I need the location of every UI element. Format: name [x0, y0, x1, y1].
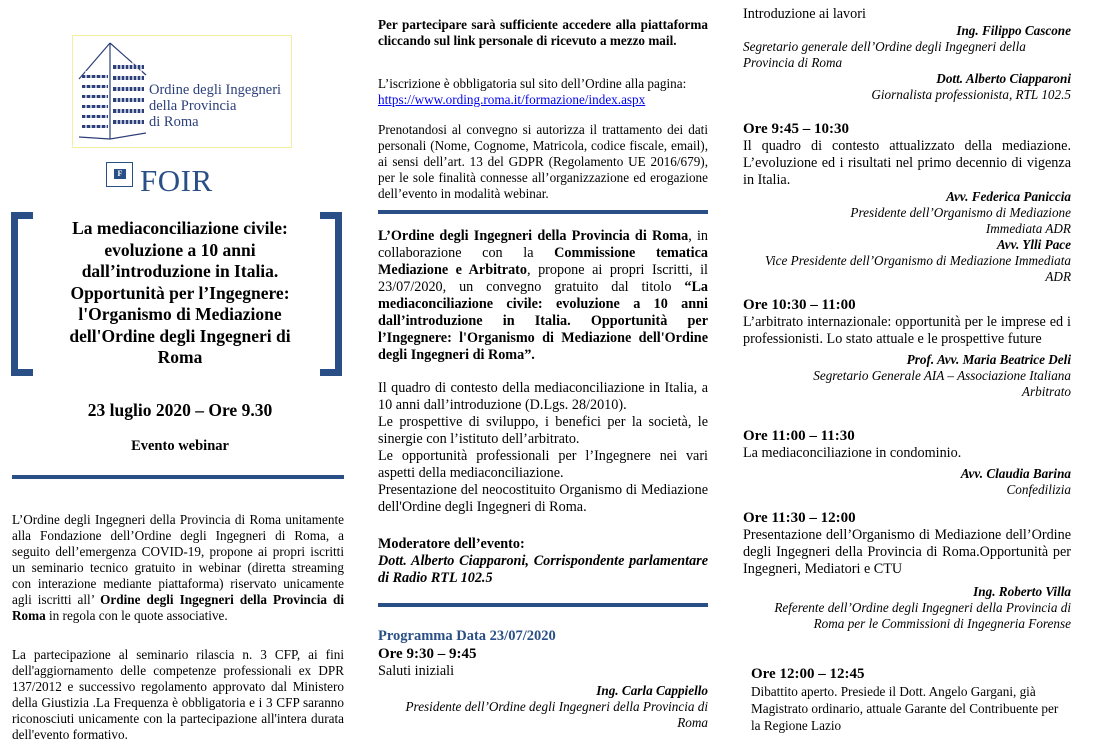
- ordine-ingegneri-logo: [72, 35, 292, 148]
- building-logo-icon: [78, 41, 148, 141]
- slot-description: La mediaconciliazione in condominio.: [743, 445, 962, 461]
- slot-description: Il quadro di contesto attualizzato della mediazione. L’evoluzione ed i risultati nel primo decennio di vigenza in Italia.: [743, 138, 1071, 188]
- announce-title: “La mediaconciliazione civile: evoluzione a 10 anni dall’introduzione in Italia. Opportunità per l’Ingegnere: l'Organismo di Mediazione dell'Ordine degli Ingegneri di Roma”.: [378, 279, 708, 363]
- topic-item: Le opportunità professionali per l’Ingegnere nei vari aspetti della mediaconciliazione.: [378, 448, 708, 481]
- title-line: Opportunità per l’Ingegnere:: [70, 282, 290, 303]
- speaker-name: Ing. Roberto Villa: [973, 584, 1071, 599]
- registration-link[interactable]: https://www.ording.roma.it/formazione/index.aspx: [378, 92, 646, 107]
- speaker-name: Avv. Claudia Barina: [960, 466, 1071, 481]
- slot-description: Presentazione dell’Organismo di Mediazione dell’Ordine degli Ingegneri della Provincia di Roma.Opportunità per Ingegneri, Mediatori e CTU: [743, 527, 1071, 577]
- moderator-block: [378, 536, 708, 587]
- title-line: dell'Ordine degli Ingegneri di: [69, 325, 291, 346]
- speaker-name: Prof. Avv. Maria Beatrice Deli: [906, 352, 1071, 367]
- divider: [378, 210, 708, 214]
- foir-wordmark: FOIR: [140, 163, 213, 198]
- topics-list: [378, 380, 708, 516]
- slot-time: Ore 12:00 – 12:45: [751, 666, 865, 682]
- intro-section: [743, 6, 1071, 103]
- topic-item: Il quadro di contesto della mediaconciliazione in Italia, a 10 anni dall’introduzione (D.Lgs. 28/2010).: [378, 380, 708, 413]
- intro-text: L’Ordine degli Ingegneri della Provincia di Roma unitamente alla Fondazione dell’Ordine degli Ingegneri di Roma, a seguito dell’emergenza COVID-19, propone ai propri iscritti un seminario tecnico gratuito in webinar (diretta streaming con interazione mediante piattaforma) riservato unicamente agli iscritti all’: [12, 512, 344, 607]
- announce-commission: Commissione tematica Mediazione e Arbitrato: [378, 245, 708, 278]
- slot-time: Ore 11:00 – 11:30: [743, 428, 855, 444]
- slot-description: L’arbitrato internazionale: opportunità per le imprese ed i professionisti. Lo stato attuale e le prospettive future: [743, 314, 1071, 347]
- announce-org: L’Ordine degli Ingegneri della Provincia di Roma: [378, 228, 689, 244]
- title-line: La mediaconciliazione civile:: [72, 218, 288, 238]
- title-line: evoluzione a 10 anni: [104, 239, 256, 260]
- speaker-role: Vice Presidente dell’Organismo di Mediazione Immediata ADR: [764, 253, 1071, 284]
- moderator-label: Moderatore dell’evento:: [378, 536, 525, 552]
- title-line: Roma: [157, 347, 203, 367]
- event-date: 23 luglio 2020 – Ore 9.30: [87, 400, 273, 420]
- moderator-name: Dott. Alberto Ciapparoni, Corrispondente parlamentare di Radio RTL 102.5: [378, 553, 708, 586]
- title-line: dall’introduzione in Italia.: [81, 261, 279, 281]
- program-slot: [743, 427, 1071, 498]
- program-title: Programma Data 23/07/2020: [378, 628, 556, 644]
- intro-paragraph: [12, 512, 344, 624]
- registration-block: [378, 76, 708, 108]
- slot-time: Ore 9:30 – 9:45: [378, 646, 477, 662]
- announcement-paragraph: [378, 228, 708, 364]
- program-block: [378, 628, 708, 731]
- announce-text: , in collaborazione con la: [378, 228, 708, 261]
- topic-item: Presentazione del neocostituito Organismo di Mediazione dell'Ordine degli Ingegneri di Roma.: [378, 482, 708, 515]
- topic-item: Le prospettive di sviluppo, i benefici per la società, le sinergie con l’istituto dell’arbitrato.: [378, 414, 708, 447]
- slot-description: Introduzione ai lavori: [743, 6, 866, 22]
- speaker-name: Dott. Alberto Ciapparoni: [936, 71, 1071, 86]
- logo-line: della Provincia: [149, 98, 237, 114]
- speaker-role: Presidente dell’Ordine degli Ingegneri della Provincia di Roma: [405, 699, 708, 730]
- logo-line: Ordine degli Ingegneri: [149, 82, 282, 98]
- speaker-name: Avv. Federica Paniccia: [946, 189, 1071, 204]
- speaker-role: Presidente dell’Organismo di Mediazione Immediata ADR: [850, 205, 1071, 236]
- event-title: [40, 218, 320, 369]
- speaker-role: Giornalista professionista, RTL 102.5: [871, 87, 1071, 102]
- event-type: Evento webinar: [131, 438, 229, 454]
- speaker-name: Ing. Carla Cappiello: [596, 683, 708, 698]
- divider: [378, 603, 708, 607]
- speaker-name: Avv. Ylli Pace: [996, 237, 1071, 252]
- speaker-role: Segretario Generale AIA – Associazione Italiana Arbitrato: [813, 368, 1071, 399]
- logo-line: di Roma: [149, 114, 199, 130]
- speaker-role: Segretario generale dell’Ordine degli Ingegneri della Provincia di Roma: [743, 39, 1026, 70]
- slot-description: Dibattito aperto. Presiede il Dott. Angelo Gargani, già Magistrato ordinario, attuale Garante del Contribuente per la Regione Lazio: [751, 684, 1059, 733]
- announce-text: , propone ai propri Iscritti, il 23/07/2020, un convegno gratuito dal titolo: [378, 262, 708, 295]
- speaker-name: Ing. Filippo Cascone: [956, 23, 1071, 38]
- program-slot: [743, 120, 1071, 285]
- right-bracket: [320, 212, 342, 376]
- program-slot: [743, 296, 1071, 400]
- privacy-paragraph: Prenotandosi al convegno si autorizza il trattamento dei dati personali (Nome, Cognome, Matricola, codice fiscale, email), ai sensi dell’art. 13 del GDPR (Regolamento UE 2016/679), per le sole finalità connesse all’organizzazione ed erogazione dell’evento in modalità webinar.: [378, 122, 708, 201]
- intro-tail: in regola con le quote associative.: [45, 608, 228, 623]
- program-slot: [743, 509, 1071, 632]
- access-paragraph: Per partecipare sarà sufficiente accedere alla piattaforma cliccando sul link personale di ricevuto a mezzo mail.: [378, 17, 708, 48]
- left-bracket: [11, 212, 33, 376]
- speaker-role: Referente dell’Ordine degli Ingegneri della Provincia di Roma per le Commissioni di Ingegneria Forense: [774, 600, 1071, 631]
- foir-mark-icon: [106, 162, 133, 187]
- registration-text: L’iscrizione è obbligatoria sul sito dell’Ordine alla pagina:: [378, 76, 687, 91]
- program-slot: [743, 665, 1071, 734]
- foir-mark-letter: F: [114, 169, 126, 179]
- cfp-paragraph: La partecipazione al seminario rilascia n. 3 CFP, ai fini dell'aggiornamento delle competenze professionali ex DPR 137/2012 e successivo regolamento approvato dal Ministero della Giustizia .La Frequenza è obbligatoria e i 3 CFP saranno riconosciuti unicamente con la partecipazione all'intera durata dell'evento formativo.: [12, 647, 344, 742]
- slot-time: Ore 10:30 – 11:00: [743, 297, 856, 313]
- intro-bold: Ordine degli Ingegneri della Provincia di Roma: [12, 592, 344, 623]
- slot-time: Ore 9:45 – 10:30: [743, 121, 849, 137]
- divider: [12, 475, 344, 479]
- slot-time: Ore 11:30 – 12:00: [743, 510, 856, 526]
- logo-text: [149, 82, 281, 130]
- slot-description: Saluti iniziali: [378, 663, 455, 679]
- title-line: l'Organismo di Mediazione: [78, 304, 282, 324]
- speaker-role: Confedilizia: [1006, 482, 1071, 497]
